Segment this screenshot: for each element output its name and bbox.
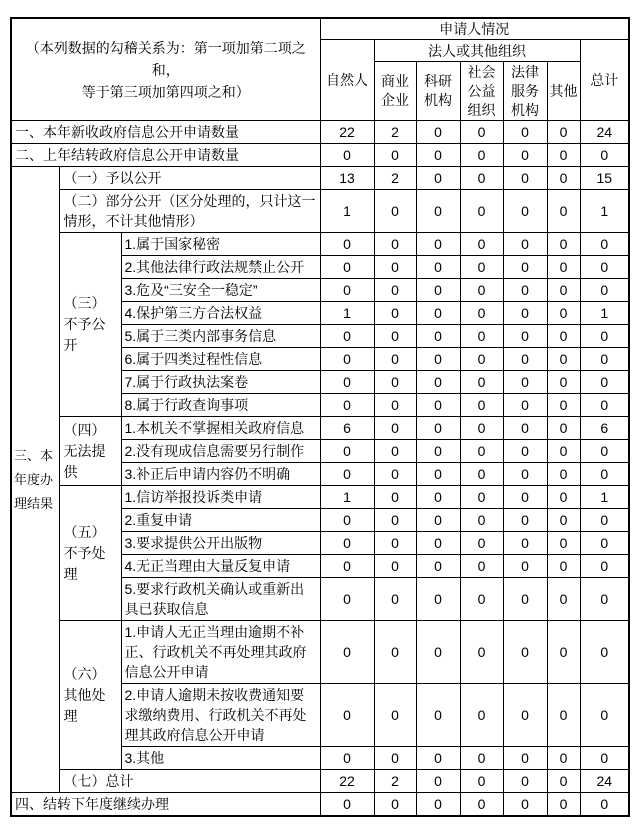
value-cell: 0 <box>374 486 416 509</box>
gov-info-disclosure-table <box>10 17 630 817</box>
row-label: 二、上年结转政府信息公开申请数量 <box>11 144 320 167</box>
value-cell: 0 <box>416 747 460 770</box>
value-cell: 0 <box>374 532 416 555</box>
value-cell: 0 <box>503 747 547 770</box>
row-label: 一、本年新收政府信息公开申请数量 <box>11 121 320 144</box>
value-cell: 1 <box>580 190 629 233</box>
value-cell: 0 <box>503 233 547 256</box>
value-cell: 0 <box>547 302 580 325</box>
value-cell: 0 <box>547 578 580 621</box>
value-cell: 0 <box>416 621 460 684</box>
row-label: 7.属于行政执法案卷 <box>121 371 320 394</box>
group-label-other-handling: （六）其他处理 <box>59 621 121 770</box>
table-row-notprocessed-1 <box>11 486 629 509</box>
value-cell: 0 <box>416 486 460 509</box>
value-cell: 0 <box>547 747 580 770</box>
value-cell: 0 <box>547 417 580 440</box>
value-cell: 0 <box>320 279 374 302</box>
value-cell: 0 <box>503 770 547 793</box>
value-cell: 0 <box>547 509 580 532</box>
table-row-subtotal <box>11 770 629 793</box>
row-label: 四、结转下年度继续办理 <box>11 793 320 817</box>
value-cell: 13 <box>320 167 374 190</box>
applicant-group-header: 申请人情况 <box>320 18 629 40</box>
value-cell: 0 <box>580 394 629 417</box>
value-cell: 0 <box>460 440 503 463</box>
value-cell: 0 <box>580 325 629 348</box>
note-line-1: （本列数据的勾稽关系为：第一项加第二项之和， <box>25 39 306 78</box>
value-cell: 0 <box>460 463 503 486</box>
value-cell: 0 <box>503 279 547 302</box>
value-cell: 0 <box>416 770 460 793</box>
value-cell: 1 <box>320 486 374 509</box>
value-cell: 0 <box>460 621 503 684</box>
value-cell: 0 <box>374 348 416 371</box>
row-label: 2.其他法律行政法规禁止公开 <box>121 256 320 279</box>
value-cell: 0 <box>580 256 629 279</box>
value-cell: 0 <box>374 233 416 256</box>
value-cell: 0 <box>320 348 374 371</box>
table-row-new-received <box>11 121 629 144</box>
row-label: （二）部分公开（区分处理的，只计这一情形，不计其他情形） <box>59 190 320 233</box>
value-cell: 0 <box>416 144 460 167</box>
value-cell: 0 <box>416 325 460 348</box>
value-cell: 0 <box>460 747 503 770</box>
value-cell: 0 <box>580 793 629 817</box>
org-group-header: 法人或其他组织 <box>374 40 580 62</box>
value-cell: 0 <box>460 793 503 817</box>
value-cell: 0 <box>416 417 460 440</box>
value-cell: 0 <box>503 417 547 440</box>
col-header-natural-person: 自然人 <box>320 40 374 121</box>
value-cell: 0 <box>547 144 580 167</box>
value-cell: 24 <box>580 770 629 793</box>
value-cell: 0 <box>547 463 580 486</box>
value-cell: 0 <box>460 417 503 440</box>
value-cell: 0 <box>580 233 629 256</box>
value-cell: 0 <box>374 144 416 167</box>
value-cell: 0 <box>547 555 580 578</box>
value-cell: 0 <box>320 233 374 256</box>
value-cell: 1 <box>320 302 374 325</box>
value-cell: 6 <box>580 417 629 440</box>
table-row-granted <box>11 167 629 190</box>
value-cell: 0 <box>547 121 580 144</box>
value-cell: 0 <box>416 532 460 555</box>
value-cell: 0 <box>320 747 374 770</box>
value-cell: 0 <box>547 348 580 371</box>
value-cell: 1 <box>320 190 374 233</box>
table-row-refused-1 <box>11 233 629 256</box>
value-cell: 0 <box>580 509 629 532</box>
value-cell: 0 <box>374 555 416 578</box>
group-label-unable-to-provide: （四）无法提供 <box>59 417 121 486</box>
value-cell: 0 <box>503 394 547 417</box>
value-cell: 6 <box>320 417 374 440</box>
row-label: 2.没有现成信息需要另行制作 <box>121 440 320 463</box>
value-cell: 0 <box>460 394 503 417</box>
value-cell: 0 <box>320 394 374 417</box>
value-cell: 0 <box>460 121 503 144</box>
value-cell: 0 <box>503 167 547 190</box>
value-cell: 0 <box>580 555 629 578</box>
value-cell: 0 <box>503 684 547 747</box>
value-cell: 0 <box>460 190 503 233</box>
value-cell: 0 <box>416 578 460 621</box>
value-cell: 0 <box>320 371 374 394</box>
row-label: 5.要求行政机关确认或重新出具已获取信息 <box>121 578 320 621</box>
value-cell: 0 <box>416 684 460 747</box>
row-label: 3.危及“三安全一稳定” <box>121 279 320 302</box>
header-row-applicant <box>11 18 629 40</box>
value-cell: 0 <box>416 463 460 486</box>
value-cell: 1 <box>580 486 629 509</box>
value-cell: 0 <box>460 509 503 532</box>
value-cell: 0 <box>374 279 416 302</box>
value-cell: 0 <box>374 621 416 684</box>
value-cell: 0 <box>374 463 416 486</box>
table-row-unable-1 <box>11 417 629 440</box>
value-cell: 0 <box>547 621 580 684</box>
value-cell: 0 <box>503 121 547 144</box>
value-cell: 0 <box>374 793 416 817</box>
value-cell: 2 <box>374 121 416 144</box>
note-line-2: 等于第三项加第四项之和） <box>81 83 250 100</box>
group-label-refused: （三）不予公开 <box>59 233 121 417</box>
value-cell: 0 <box>374 325 416 348</box>
value-cell: 0 <box>503 509 547 532</box>
value-cell: 0 <box>320 440 374 463</box>
value-cell: 0 <box>416 121 460 144</box>
value-cell: 0 <box>503 463 547 486</box>
value-cell: 0 <box>580 532 629 555</box>
value-cell: 0 <box>503 440 547 463</box>
value-cell: 0 <box>320 793 374 817</box>
value-cell: 0 <box>460 325 503 348</box>
group-label-not-processed: （五）不予处理 <box>59 486 121 621</box>
value-cell: 0 <box>416 302 460 325</box>
value-cell: 0 <box>503 486 547 509</box>
value-cell: 0 <box>460 279 503 302</box>
value-cell: 0 <box>416 256 460 279</box>
value-cell: 0 <box>547 440 580 463</box>
row-label: 5.属于三类内部事务信息 <box>121 325 320 348</box>
value-cell: 0 <box>460 486 503 509</box>
value-cell: 0 <box>503 302 547 325</box>
col-header-research: 科研机构 <box>416 62 460 121</box>
row-label: 3.要求提供公开出版物 <box>121 532 320 555</box>
value-cell: 0 <box>374 394 416 417</box>
col-header-legal-service: 法律服务机构 <box>503 62 547 121</box>
table-row-next-year <box>11 793 629 817</box>
value-cell: 2 <box>374 167 416 190</box>
table-row-partial <box>11 190 629 233</box>
row-label: 1.申请人无正当理由逾期不补正、行政机关不再处理其政府信息公开申请 <box>121 621 320 684</box>
value-cell: 0 <box>460 167 503 190</box>
value-cell: 0 <box>416 440 460 463</box>
value-cell: 0 <box>460 256 503 279</box>
value-cell: 0 <box>460 684 503 747</box>
value-cell: 0 <box>374 190 416 233</box>
value-cell: 0 <box>320 532 374 555</box>
value-cell: 0 <box>320 509 374 532</box>
row-label: 3.补正后申请内容仍不明确 <box>121 463 320 486</box>
col-header-commercial: 商业企业 <box>374 62 416 121</box>
value-cell: 0 <box>320 555 374 578</box>
value-cell: 0 <box>547 770 580 793</box>
row-label: （七）总计 <box>59 770 320 793</box>
value-cell: 0 <box>580 463 629 486</box>
value-cell: 0 <box>503 190 547 233</box>
row-label: 1.属于国家秘密 <box>121 233 320 256</box>
value-cell: 0 <box>547 793 580 817</box>
value-cell: 22 <box>320 770 374 793</box>
value-cell: 0 <box>547 325 580 348</box>
value-cell: 0 <box>580 279 629 302</box>
value-cell: 0 <box>580 621 629 684</box>
value-cell: 0 <box>320 144 374 167</box>
value-cell: 0 <box>374 371 416 394</box>
value-cell: 0 <box>547 233 580 256</box>
value-cell: 0 <box>503 256 547 279</box>
value-cell: 0 <box>580 747 629 770</box>
row-label: 1.信访举报投诉类申请 <box>121 486 320 509</box>
value-cell: 0 <box>416 279 460 302</box>
value-cell: 0 <box>460 348 503 371</box>
value-cell: 0 <box>547 394 580 417</box>
value-cell: 0 <box>460 302 503 325</box>
value-cell: 0 <box>503 621 547 684</box>
row-label: 1.本机关不掌握相关政府信息 <box>121 417 320 440</box>
value-cell: 0 <box>547 532 580 555</box>
value-cell: 0 <box>503 371 547 394</box>
table-row-carried-over <box>11 144 629 167</box>
value-cell: 15 <box>580 167 629 190</box>
value-cell: 0 <box>416 509 460 532</box>
value-cell: 0 <box>374 302 416 325</box>
value-cell: 0 <box>374 747 416 770</box>
value-cell: 0 <box>547 279 580 302</box>
value-cell: 0 <box>374 256 416 279</box>
value-cell: 24 <box>580 121 629 144</box>
table-row-otherhandling-1 <box>11 621 629 684</box>
value-cell: 0 <box>320 684 374 747</box>
value-cell: 0 <box>416 348 460 371</box>
value-cell: 0 <box>580 440 629 463</box>
value-cell: 0 <box>503 325 547 348</box>
value-cell: 0 <box>460 578 503 621</box>
value-cell: 0 <box>320 256 374 279</box>
value-cell: 0 <box>547 256 580 279</box>
value-cell: 0 <box>320 621 374 684</box>
row-label: 3.其他 <box>121 747 320 770</box>
row-label: 2.重复申请 <box>121 509 320 532</box>
value-cell: 0 <box>547 190 580 233</box>
value-cell: 0 <box>547 486 580 509</box>
value-cell: 0 <box>416 190 460 233</box>
value-cell: 0 <box>580 348 629 371</box>
value-cell: 0 <box>416 371 460 394</box>
col-header-other: 其他 <box>547 62 580 121</box>
value-cell: 0 <box>374 578 416 621</box>
value-cell: 0 <box>460 770 503 793</box>
value-cell: 2 <box>374 770 416 793</box>
value-cell: 0 <box>547 684 580 747</box>
row-label: 8.属于行政查询事项 <box>121 394 320 417</box>
value-cell: 0 <box>580 684 629 747</box>
value-cell: 0 <box>416 555 460 578</box>
value-cell: 0 <box>460 144 503 167</box>
value-cell: 0 <box>547 371 580 394</box>
value-cell: 0 <box>374 509 416 532</box>
value-cell: 0 <box>416 167 460 190</box>
col-header-social-welfare: 社会公益组织 <box>460 62 503 121</box>
value-cell: 0 <box>460 371 503 394</box>
value-cell: 0 <box>320 578 374 621</box>
col-header-total: 总计 <box>580 40 629 121</box>
value-cell: 1 <box>580 302 629 325</box>
value-cell: 0 <box>460 532 503 555</box>
value-cell: 0 <box>503 144 547 167</box>
value-cell: 0 <box>580 371 629 394</box>
value-cell: 0 <box>416 793 460 817</box>
value-cell: 0 <box>416 394 460 417</box>
value-cell: 0 <box>374 440 416 463</box>
value-cell: 0 <box>503 578 547 621</box>
row-label: 2.申请人逾期未按收费通知要求缴纳费用、行政机关不再处理其政府信息公开申请 <box>121 684 320 747</box>
row-label: 4.无正当理由大量反复申请 <box>121 555 320 578</box>
row-label: 6.属于四类过程性信息 <box>121 348 320 371</box>
value-cell: 0 <box>503 793 547 817</box>
value-cell: 0 <box>547 167 580 190</box>
value-cell: 0 <box>320 325 374 348</box>
value-cell: 0 <box>503 348 547 371</box>
row-label: 4.保护第三方合法权益 <box>121 302 320 325</box>
row-label: （一）予以公开 <box>59 167 320 190</box>
value-cell: 0 <box>460 555 503 578</box>
value-cell: 22 <box>320 121 374 144</box>
value-cell: 0 <box>503 532 547 555</box>
value-cell: 0 <box>374 684 416 747</box>
section-label-annual-results: 三、本年度办理结果 <box>11 167 59 793</box>
value-cell: 0 <box>374 417 416 440</box>
value-cell: 0 <box>580 578 629 621</box>
value-cell: 0 <box>580 144 629 167</box>
value-cell: 0 <box>503 555 547 578</box>
value-cell: 0 <box>416 233 460 256</box>
reconciliation-note <box>11 18 320 121</box>
value-cell: 0 <box>320 463 374 486</box>
value-cell: 0 <box>460 233 503 256</box>
